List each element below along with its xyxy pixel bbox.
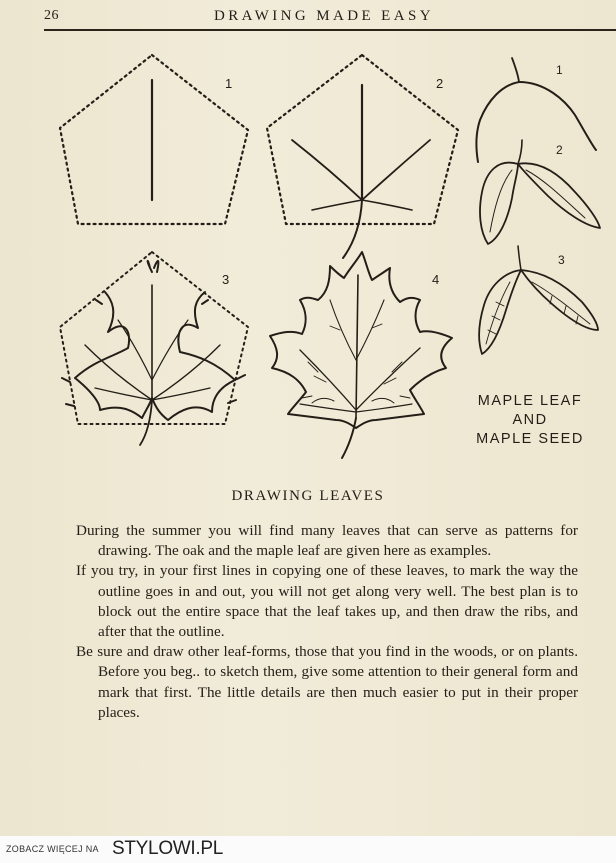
figure-3-label: 3: [222, 272, 230, 287]
seed-3-label: 3: [558, 253, 565, 267]
caption-line-1: MAPLE LEAF: [477, 393, 583, 409]
seed-2-label: 2: [556, 143, 563, 157]
section-title: DRAWING LEAVES: [231, 488, 385, 504]
running-title: DRAWING MADE EASY: [214, 8, 434, 24]
figure-2-pentagon-ribs: [267, 55, 458, 258]
figure-4-maple-leaf: [270, 252, 452, 458]
header-rule: [44, 29, 616, 31]
caption-line-3: MAPLE SEED: [476, 431, 584, 447]
footer-brand-link[interactable]: STYLOWI.PL: [112, 838, 224, 859]
figure-3-lobed-outline: [60, 252, 248, 445]
page-number: 26: [44, 8, 59, 23]
seed-1-label: 1: [556, 63, 563, 77]
footer-banner[interactable]: [0, 836, 616, 863]
page-header: [44, 8, 616, 30]
figure-2-label: 2: [436, 76, 444, 91]
figure-caption: [468, 392, 592, 449]
paragraph-1: During the summer you will find many leaves that can serve as patterns for drawing. The oak and the maple leaf are given here as examples.: [76, 522, 578, 560]
footer-prefix: ZOBACZ WIĘCEJ NA: [6, 844, 99, 854]
maple-seed-2: [480, 140, 600, 244]
paragraph-3: Be sure and draw other leaf-forms, those that you find in the woods, or on plants. Before you beg.. to sketch them, give some attention to their general form and mark that first. The little details are then much easier to put in their proper places.: [76, 643, 578, 721]
figure-1-pentagon-outline: [60, 55, 248, 224]
maple-seed-3: [479, 246, 598, 354]
body-text: [76, 521, 578, 723]
caption-line-2: AND: [512, 412, 548, 428]
maple-seed-1: [476, 58, 596, 162]
paragraph-2: If you try, in your first lines in copying one of these leaves, to mark the way the outline goes in and out, you will not get along very well. The best plan is to block out the entire space that the leaf takes up, and then draw the ribs, and after that the outline.: [76, 562, 578, 641]
figure-4-label: 4: [432, 272, 440, 287]
figure-1-label: 1: [225, 76, 233, 91]
